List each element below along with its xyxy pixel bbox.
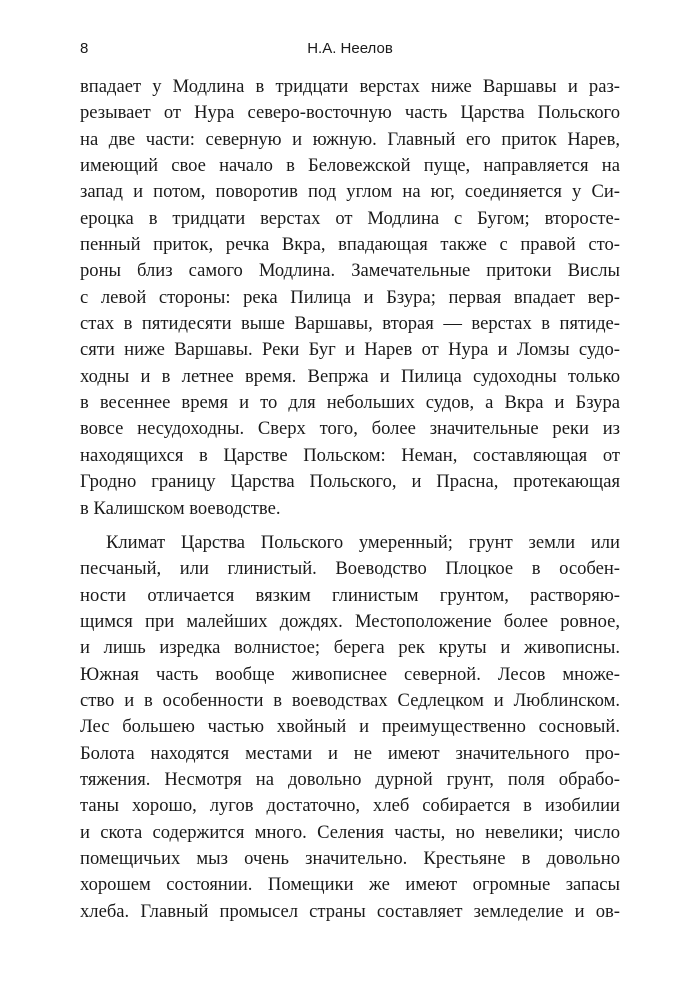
text-line: пенный приток, речка Вкра, впадающая также с правой сто- <box>80 234 620 256</box>
text-line: хлеба. Главный промысел страны составляет земледелие и ов- <box>80 900 620 922</box>
text-line: Лес большею частью хвойный и преимущественно сосновый. <box>80 716 620 738</box>
page-header <box>80 40 620 62</box>
text-line: в весеннее время и то для небольших судов, а Вкра и Бзура <box>80 392 620 414</box>
text-line: ности отличается вязким глинистым грунтом, растворяю- <box>80 584 620 606</box>
text-line: стах в пятидесяти выше Варшавы, вторая — верстах в пятиде- <box>80 313 620 335</box>
text-line: Гродно границу Царства Польского, и Прасна, протекающая <box>80 471 620 493</box>
text-line: впадает у Модлина в тридцати верстах ниже Варшавы и раз- <box>80 76 620 97</box>
text-line: помещичьих мыз очень значительно. Крестьяне в довольно <box>80 847 620 869</box>
paragraph <box>80 530 620 925</box>
text-line: таны хорошо, лугов достаточно, хлеб собирается в изобилии <box>80 795 620 817</box>
text-line: в Калишском воеводстве. <box>80 497 281 519</box>
text-line: резывает от Нура северо-восточную часть Царства Польского <box>80 102 620 124</box>
text-line: ходны и в летнее время. Вепржа и Пилица судоходны только <box>80 365 620 387</box>
text-line: находящихся в Царстве Польском: Неман, составляющая от <box>80 444 620 466</box>
text-line: тяжения. Несмотря на довольно дурной грунт, поля обрабо- <box>80 768 620 790</box>
text-line: Климат Царства Польского умеренный; грунт земли или <box>106 531 620 553</box>
body-text <box>80 74 620 933</box>
text-line: ство и в особенности в воеводствах Седлецком и Люблинском. <box>80 689 620 711</box>
text-line: вовсе несудоходны. Сверх того, более значительные реки из <box>80 418 620 440</box>
page-number: 8 <box>80 40 89 57</box>
text-line: Болота находятся местами и не имеют значительного про- <box>80 742 620 764</box>
text-line: запад и потом, поворотив под углом на юг, соединяется у Си- <box>80 181 620 203</box>
running-title: Н.А. Неелов <box>307 40 393 57</box>
text-line: сяти ниже Варшавы. Реки Буг и Нарев от Нура и Ломзы судо- <box>80 339 620 361</box>
text-line: имеющий свое начало в Беловежской пуще, направляется на <box>80 155 620 177</box>
text-line: роны близ самого Модлина. Замечательные притоки Вислы <box>80 260 620 282</box>
text-line: и скота содержится много. Селения часты, но невелики; число <box>80 821 620 843</box>
text-line: и лишь изредка волнистое; берега рек круты и живописны. <box>80 637 620 659</box>
text-line: Южная часть вообще живописнее северной. Лесов множе- <box>80 663 620 685</box>
text-line: щимся при малейших дождях. Местоположение более ровное, <box>80 610 620 632</box>
paragraph <box>80 74 620 522</box>
text-line: на две части: северную и южную. Главный его приток Нарев, <box>80 128 620 150</box>
text-line: с левой стороны: река Пилица и Бзура; первая впадает вер- <box>80 286 620 308</box>
text-line: хорошем состоянии. Помещики же имеют огромные запасы <box>80 874 620 896</box>
text-line: песчаный, или глинистый. Воеводство Плоцкое в особен- <box>80 558 620 580</box>
text-line: ероцка в тридцати верстах от Модлина с Бугом; второсте- <box>80 207 620 229</box>
